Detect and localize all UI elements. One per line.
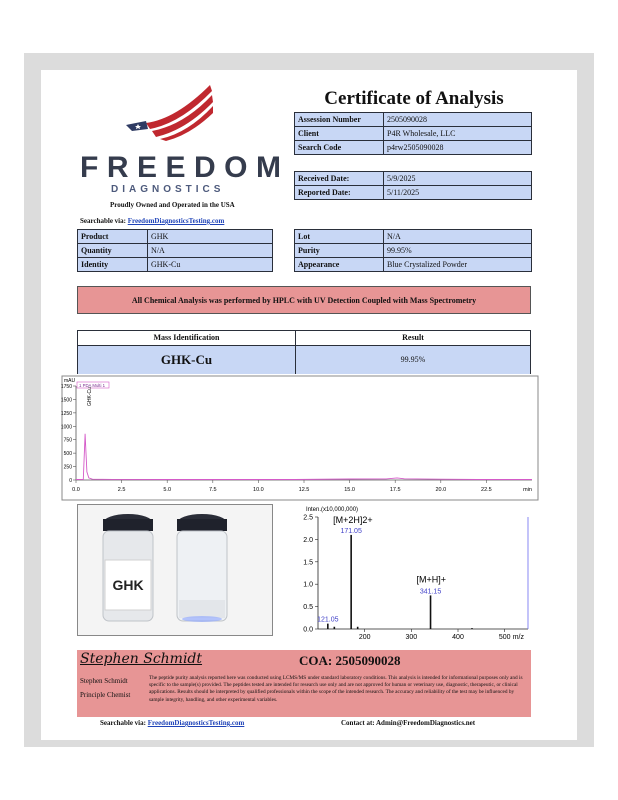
table-value: Blue Crystalized Powder <box>384 258 532 272</box>
chrom-x-label: min <box>523 487 532 493</box>
chrom-x-tick-label: 2.5 <box>117 487 126 493</box>
chrom-frame <box>62 376 538 500</box>
table-key: Product <box>78 230 148 244</box>
table-key: Reported Date: <box>295 186 384 200</box>
date-table <box>294 171 532 200</box>
searchable-link[interactable]: FreedomDiagnosticsTesting.com <box>127 217 225 225</box>
mass-header-identification: Mass Identification <box>78 331 296 345</box>
table-row <box>295 258 532 272</box>
table-row <box>295 127 532 141</box>
table-row <box>78 258 273 272</box>
chrom-peak-label: GHK-Cu <box>87 387 94 406</box>
chrom-x-tick-label: 22.5 <box>481 487 492 493</box>
mass-table <box>77 330 531 374</box>
product-table <box>77 229 273 272</box>
ms-x-tick-label: 300 <box>405 634 418 641</box>
table-value: P4R Wholesale, LLC <box>384 127 532 141</box>
method-banner: All Chemical Analysis was performed by HPLC with UV Detection Coupled with Mass Spectrometry <box>77 286 531 314</box>
table-row <box>295 230 532 244</box>
ms-y-tick-label: 1.0 <box>303 581 313 589</box>
chrom-y-label: mAU <box>64 378 76 384</box>
mass-result-value: 99.95% <box>296 346 530 374</box>
signature-block <box>77 650 531 717</box>
ms-peak-label: 341.15 <box>419 588 442 596</box>
table-key: Appearance <box>295 258 384 272</box>
chrom-x-tick-label: 10.0 <box>253 487 264 493</box>
ms-x-tick-label: 500 <box>498 634 511 641</box>
chrom-x-tick-label: 12.5 <box>298 487 310 493</box>
page-title: Certificate of Analysis <box>324 88 504 109</box>
footer-searchable-label: Searchable via: <box>100 719 146 727</box>
table-row <box>295 186 532 200</box>
chrom-x-tick-label: 17.5 <box>389 487 401 493</box>
ms-x-tick-label: 200 <box>358 634 371 641</box>
table-row <box>295 113 532 127</box>
table-row <box>295 172 532 186</box>
table-value: 2505090028 <box>384 113 532 127</box>
ms-peak-label: 121.05 <box>317 616 339 624</box>
ms-x-tick-label: 400 <box>452 634 464 641</box>
lot-table <box>294 229 532 272</box>
footer-searchable-link[interactable]: FreedomDiagnosticsTesting.com <box>147 719 245 727</box>
table-row <box>78 230 273 244</box>
ms-y-tick-label: 2.5 <box>303 514 313 522</box>
vial-photo <box>77 504 273 636</box>
chrom-x-tick-label: 20.0 <box>435 487 447 493</box>
tagline: Proudly Owned and Operated in the USA <box>110 201 235 209</box>
table-key: Received Date: <box>295 172 384 186</box>
table-key: Purity <box>295 244 384 258</box>
footer-contact: Contact at: Admin@FreedomDiagnostics.net <box>341 719 476 727</box>
logo-subtitle: DIAGNOSTICS <box>111 184 225 195</box>
chrom-y-tick-label: 250 <box>63 464 72 471</box>
chrom-y-tick-label: 1750 <box>60 384 72 390</box>
table-value: N/A <box>148 244 273 258</box>
chrom-x-tick-label: 5.0 <box>163 487 172 493</box>
table-value: 5/9/2025 <box>384 172 532 186</box>
chrom-x-tick-label: 7.5 <box>208 487 217 493</box>
table-value: N/A <box>384 230 532 244</box>
chrom-x-tick-label: 0.0 <box>72 487 80 493</box>
table-row <box>295 244 532 258</box>
table-key: Quantity <box>78 244 148 258</box>
ms-y-tick-label: 0.0 <box>303 626 313 634</box>
coa-number: COA: 2505090028 <box>299 653 401 668</box>
table-value: GHK <box>148 230 273 244</box>
table-key: Identity <box>78 258 148 272</box>
vial-label: GHK <box>112 577 144 593</box>
flag-logo-icon <box>126 85 216 140</box>
signer-name: Stephen Schmidt <box>80 677 128 685</box>
table-value: 99.95% <box>384 244 532 258</box>
logo-wordmark: FREEDOM <box>80 151 290 184</box>
ms-y-tick-label: 1.5 <box>303 559 313 567</box>
signature-name: Stephen Schmidt <box>80 651 203 667</box>
ms-x-label: m/z <box>512 634 524 641</box>
disclaimer-text: The peptide purity analysis reported here was conducted using LCMS/MS under standard laboratory conditions. This analysis is intended for informational purposes only and is specific to the sample(s) provided. The peptides tested are intended for research use only and are not approved for human or veterinary use, diagnostic, therapeutic, or clinical applications. Results should be interpreted by qualified professionals within the scope of the intended research. The accuracy and reliability of the test may be influenced by sample integrity, handling, and other experimental variables. <box>149 675 523 703</box>
chrom-y-tick-label: 750 <box>63 437 72 444</box>
ms-annotation: [M+2H]2+ <box>333 514 373 525</box>
ms-annotation: [M+H]+ <box>416 574 447 585</box>
table-value: 5/11/2025 <box>384 186 532 200</box>
footer-searchable <box>100 719 244 727</box>
mass-header-result: Result <box>402 333 424 342</box>
signer-role: Principle Chemist <box>80 691 131 699</box>
table-key: Client <box>295 127 384 141</box>
chrom-y-tick-label: 500 <box>63 451 72 458</box>
id-table <box>294 112 532 155</box>
table-value: p4rw2505090028 <box>384 141 532 155</box>
ms-title: Inten.(x10,000,000) <box>306 507 359 513</box>
table-row <box>295 141 532 155</box>
chrom-legend: 1 PDA Multi 1 <box>79 383 106 388</box>
chrom-x-tick-label: 15.0 <box>344 487 355 493</box>
chromatogram-chart <box>62 376 538 500</box>
chrom-y-tick-label: 0 <box>69 478 72 484</box>
ms-peak-label: 171.05 <box>340 527 362 535</box>
table-key: Search Code <box>295 141 384 155</box>
table-key: Lot <box>295 230 384 244</box>
chrom-y-tick-label: 1250 <box>60 410 72 417</box>
table-row <box>78 244 273 258</box>
chrom-y-tick-label: 1000 <box>60 424 72 431</box>
mass-identity-value: GHK-Cu <box>78 346 296 374</box>
table-value: GHK-Cu <box>148 258 273 272</box>
mass-spectrum-chart <box>292 503 532 643</box>
ms-y-tick-label: 2.0 <box>303 536 313 544</box>
chrom-y-tick-label: 1500 <box>60 397 72 404</box>
table-key: Assession Number <box>295 113 384 127</box>
searchable-label: Searchable via: <box>80 217 126 225</box>
searchable-line <box>80 217 224 225</box>
ms-y-tick-label: 0.5 <box>303 604 313 612</box>
